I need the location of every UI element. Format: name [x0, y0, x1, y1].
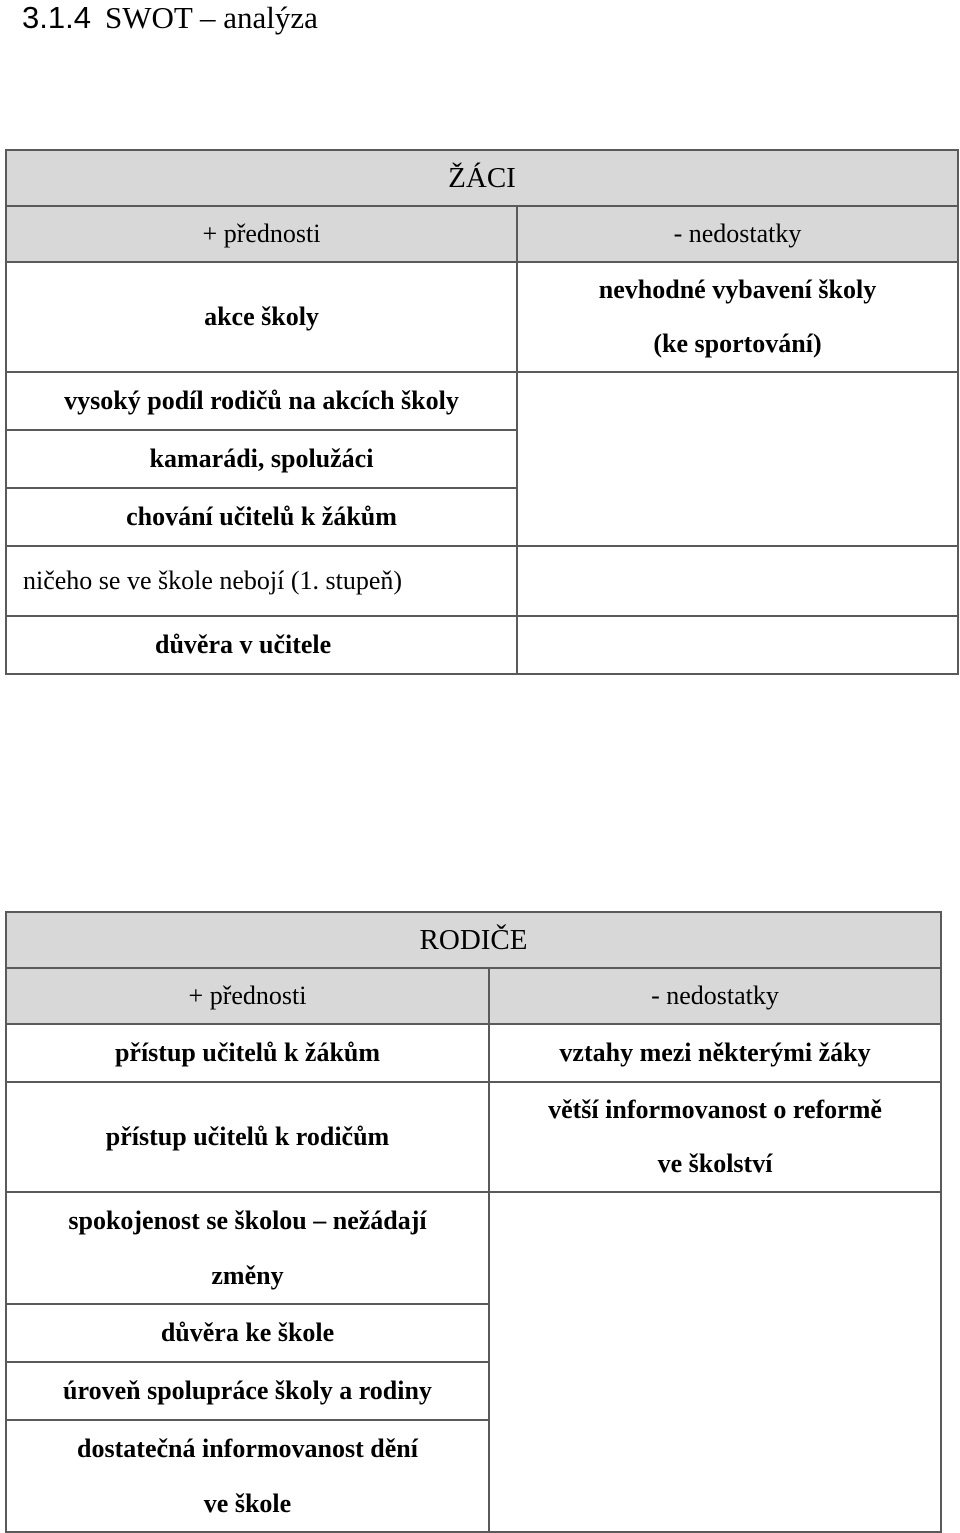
swot-table-rodice — [5, 911, 942, 1533]
strength-line: spokojenost se školou – nežádají — [68, 1206, 427, 1235]
strength-item — [6, 1420, 489, 1532]
strengths-header: + přednosti — [6, 968, 489, 1024]
strength-item: úroveň spolupráce školy a rodiny — [6, 1362, 489, 1420]
strength-item: důvěra ke škole — [6, 1304, 489, 1362]
strength-item: vysoký podíl rodičů na akcích školy — [6, 372, 517, 430]
strength-item: chování učitelů k žákům — [6, 488, 517, 546]
weakness-line: ve školství — [657, 1149, 773, 1178]
section-heading — [22, 0, 318, 36]
strength-item: akce školy — [6, 262, 517, 372]
empty-cell — [517, 616, 958, 674]
weakness-line: větší informovanost o reformě — [548, 1095, 882, 1124]
weakness-item — [489, 1082, 941, 1192]
swot-table-zaci — [5, 149, 959, 675]
strength-line: dostatečná informovanost dění — [77, 1434, 418, 1463]
weaknesses-header: - nedostatky — [489, 968, 941, 1024]
weakness-line: nevhodné vybavení školy — [598, 275, 877, 304]
strength-item: důvěra v učitele — [6, 616, 517, 674]
section-number: 3.1.4 — [22, 0, 91, 35]
weakness-line: (ke sportování) — [653, 329, 822, 358]
table-title: RODIČE — [6, 912, 941, 968]
empty-cell — [489, 1192, 941, 1532]
empty-cell — [517, 372, 958, 546]
weaknesses-header: - nedostatky — [517, 206, 958, 262]
strength-item: ničeho se ve škole nebojí (1. stupeň) — [6, 546, 517, 616]
weakness-item — [517, 262, 958, 372]
strength-item: přístup učitelů k žákům — [6, 1024, 489, 1082]
weakness-item: vztahy mezi některými žáky — [489, 1024, 941, 1082]
section-title: SWOT – analýza — [104, 0, 318, 35]
table-title: ŽÁCI — [6, 150, 958, 206]
empty-cell — [517, 546, 958, 616]
strengths-header: + přednosti — [6, 206, 517, 262]
strength-item: přístup učitelů k rodičům — [6, 1082, 489, 1192]
strength-item — [6, 1192, 489, 1304]
strength-line: změny — [211, 1261, 284, 1290]
strength-item: kamarádi, spolužáci — [6, 430, 517, 488]
strength-line: ve škole — [203, 1489, 292, 1518]
